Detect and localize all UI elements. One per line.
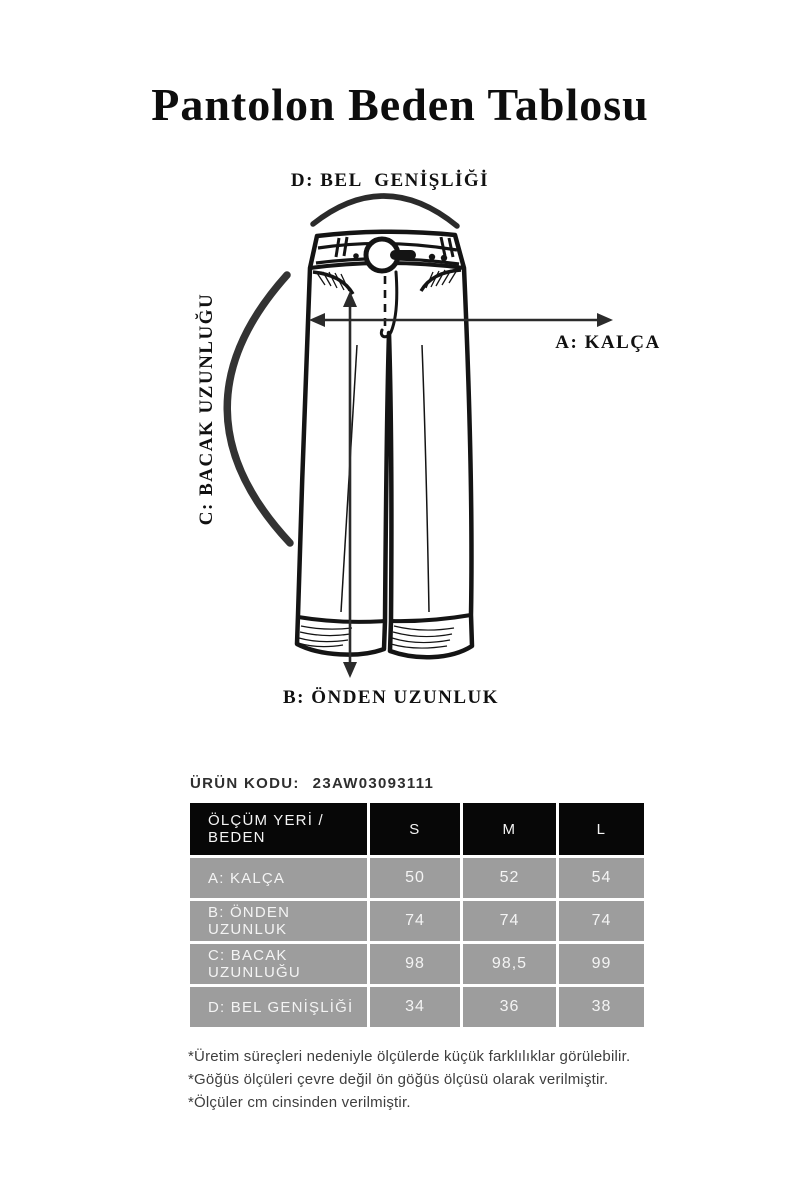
footnotes bbox=[188, 1045, 630, 1114]
row-label-leg-length: C: BACAK UZUNLUĞU bbox=[190, 944, 367, 984]
row-label-hip: A: KALÇA bbox=[190, 858, 367, 898]
cell-hip-s: 50 bbox=[370, 858, 460, 898]
footnote-line: *Ölçüler cm cinsinden verilmiştir. bbox=[188, 1094, 411, 1111]
footnote-line: *Göğüs ölçüleri çevre değil ön göğüs ölçüsü olarak verilmiştir. bbox=[188, 1071, 609, 1088]
cell-hip-l: 54 bbox=[559, 858, 644, 898]
page-title: Pantolon Beden Tablosu bbox=[151, 79, 649, 130]
table-header-size-s: S bbox=[370, 803, 460, 855]
size-table bbox=[190, 803, 635, 1027]
cell-leg-length-s: 98 bbox=[370, 944, 460, 984]
product-code-label: ÜRÜN KODU: bbox=[190, 775, 300, 792]
cell-hip-m: 52 bbox=[463, 858, 556, 898]
cell-front-length-l: 74 bbox=[559, 901, 644, 941]
cell-leg-length-l: 99 bbox=[559, 944, 644, 984]
label-front-length: B: ÖNDEN UZUNLUK bbox=[282, 687, 500, 708]
waist-arc-line bbox=[313, 196, 457, 226]
cell-leg-length-m: 98,5 bbox=[463, 944, 556, 984]
cell-waist-width-l: 38 bbox=[559, 987, 644, 1027]
product-code bbox=[190, 775, 434, 792]
leg-length-arc-line bbox=[227, 275, 290, 543]
cell-waist-width-m: 36 bbox=[463, 987, 556, 1027]
row-label-waist-width: D: BEL GENİŞLİĞİ bbox=[190, 987, 367, 1027]
footnote-line: *Üretim süreçleri nedeniyle ölçülerde küçük farklılıklar görülebilir. bbox=[188, 1048, 631, 1065]
product-code-value: 23AW03093111 bbox=[312, 775, 435, 792]
pants-illustration bbox=[160, 160, 680, 725]
cell-front-length-m: 74 bbox=[463, 901, 556, 941]
label-hip: A: KALÇA bbox=[555, 332, 661, 353]
label-waist-width: D: BEL GENİŞLİĞİ bbox=[290, 170, 490, 191]
table-header-size-m: M bbox=[463, 803, 556, 855]
pants-measurement-diagram bbox=[160, 160, 680, 725]
pants-outline bbox=[297, 232, 472, 657]
label-leg-length: C: BACAK UZUNLUĞU bbox=[196, 292, 217, 526]
row-label-front-length: B: ÖNDEN UZUNLUK bbox=[190, 901, 367, 941]
table-header-size-l: L bbox=[559, 803, 644, 855]
cell-waist-width-s: 34 bbox=[370, 987, 460, 1027]
table-header-measure: ÖLÇÜM YERİ / BEDEN bbox=[190, 803, 367, 855]
cell-front-length-s: 74 bbox=[370, 901, 460, 941]
